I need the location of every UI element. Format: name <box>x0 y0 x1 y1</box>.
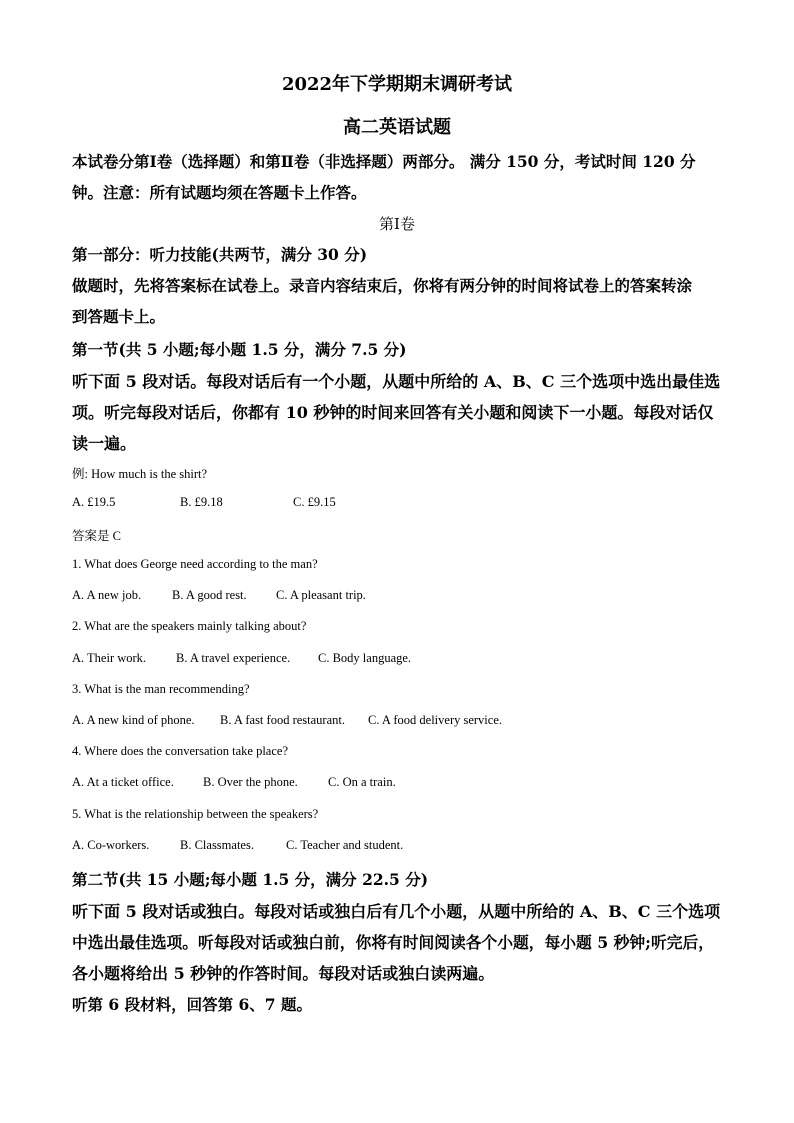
part1-instruction-line-1: 做题时，先将答案标在试卷上。录音内容结束后，你将有两分钟的时间将试卷上的答案转涂 <box>72 276 693 295</box>
section2-instruction-line-3: 各小题将给出 5 秒钟的作答时间。每段对话或独白读两遍。 <box>72 964 495 983</box>
question-1-option-a: A. A new job. <box>72 588 142 602</box>
section1-instruction-line-2: 项。听完每段对话后，你都有 10 秒钟的时间来回答有关小题和阅读下一小题。每段对话仅 <box>72 403 714 422</box>
question-3-option-a: A. A new kind of phone. <box>72 713 195 727</box>
example-option-a: A. £19.5 <box>72 495 116 509</box>
part1-heading: 第一部分：听力技能(共两节，满分 30 分) <box>72 245 368 264</box>
section1-instruction-line-1: 听下面 5 段对话。每段对话后有一个小题，从题中所给的 A、B、C 三个选项中选出最佳选 <box>72 372 721 391</box>
section1-heading: 第一节(共 5 小题;每小题 1.5 分，满分 7.5 分) <box>72 340 407 359</box>
example-option-b: B. £9.18 <box>180 495 223 509</box>
question-3-option-c: C. A food delivery service. <box>368 713 502 727</box>
exam-title: 2022年下学期期末调研考试 <box>281 74 513 95</box>
section1-instruction-line-3: 读一遍。 <box>72 434 137 453</box>
question-5-option-a: A. Co-workers. <box>72 838 150 852</box>
example-question: 例: How much is the shirt? <box>72 467 208 481</box>
question-4-option-b: B. Over the phone. <box>203 775 298 789</box>
exam-subtitle: 高二英语试题 <box>343 117 451 138</box>
part1-instruction-line-2: 到答题卡上。 <box>72 307 166 326</box>
intro-line-2: 钟。注意：所有试题均须在答题卡上作答。 <box>72 183 367 202</box>
question-1-option-b: B. A good rest. <box>172 588 247 602</box>
question-5: 5. What is the relationship between the speakers? <box>72 807 319 821</box>
question-2-option-c: C. Body language. <box>318 651 412 665</box>
section2-heading: 第二节(共 15 小题;每小题 1.5 分，满分 22.5 分) <box>72 870 429 889</box>
volume-label: 第Ⅰ卷 <box>379 215 415 233</box>
intro-line-1: 本试卷分第Ⅰ卷（选择题）和第Ⅱ卷（非选择题）两部分。 满分 150 分，考试时间 120 分 <box>72 152 696 171</box>
example-answer: 答案是 C <box>72 529 121 543</box>
section2-instruction-line-1: 听下面 5 段对话或独白。每段对话或独白后有几个小题，从题中所给的 A、B、C 三个选项 <box>72 902 721 921</box>
question-5-option-b: B. Classmates. <box>180 838 254 852</box>
question-4-option-c: C. On a train. <box>328 775 396 789</box>
question-4-option-a: A. At a ticket office. <box>72 775 174 789</box>
question-2: 2. What are the speakers mainly talking about? <box>72 619 307 633</box>
question-5-option-c: C. Teacher and student. <box>286 838 404 852</box>
question-1: 1. What does George need according to the man? <box>72 557 318 571</box>
question-2-option-b: B. A travel experience. <box>176 651 291 665</box>
section2-material-note: 听第 6 段材料，回答第 6、7 题。 <box>72 995 312 1014</box>
question-4: 4. Where does the conversation take place? <box>72 744 288 758</box>
section2-instruction-line-2: 中选出最佳选项。听每段对话或独白前，你将有时间阅读各个小题，每小题 5 秒钟;听完后， <box>72 933 714 952</box>
question-1-option-c: C. A pleasant trip. <box>276 588 366 602</box>
question-2-option-a: A. Their work. <box>72 651 147 665</box>
example-option-c: C. £9.15 <box>293 495 336 509</box>
question-3-option-b: B. A fast food restaurant. <box>220 713 345 727</box>
question-3: 3. What is the man recommending? <box>72 682 250 696</box>
